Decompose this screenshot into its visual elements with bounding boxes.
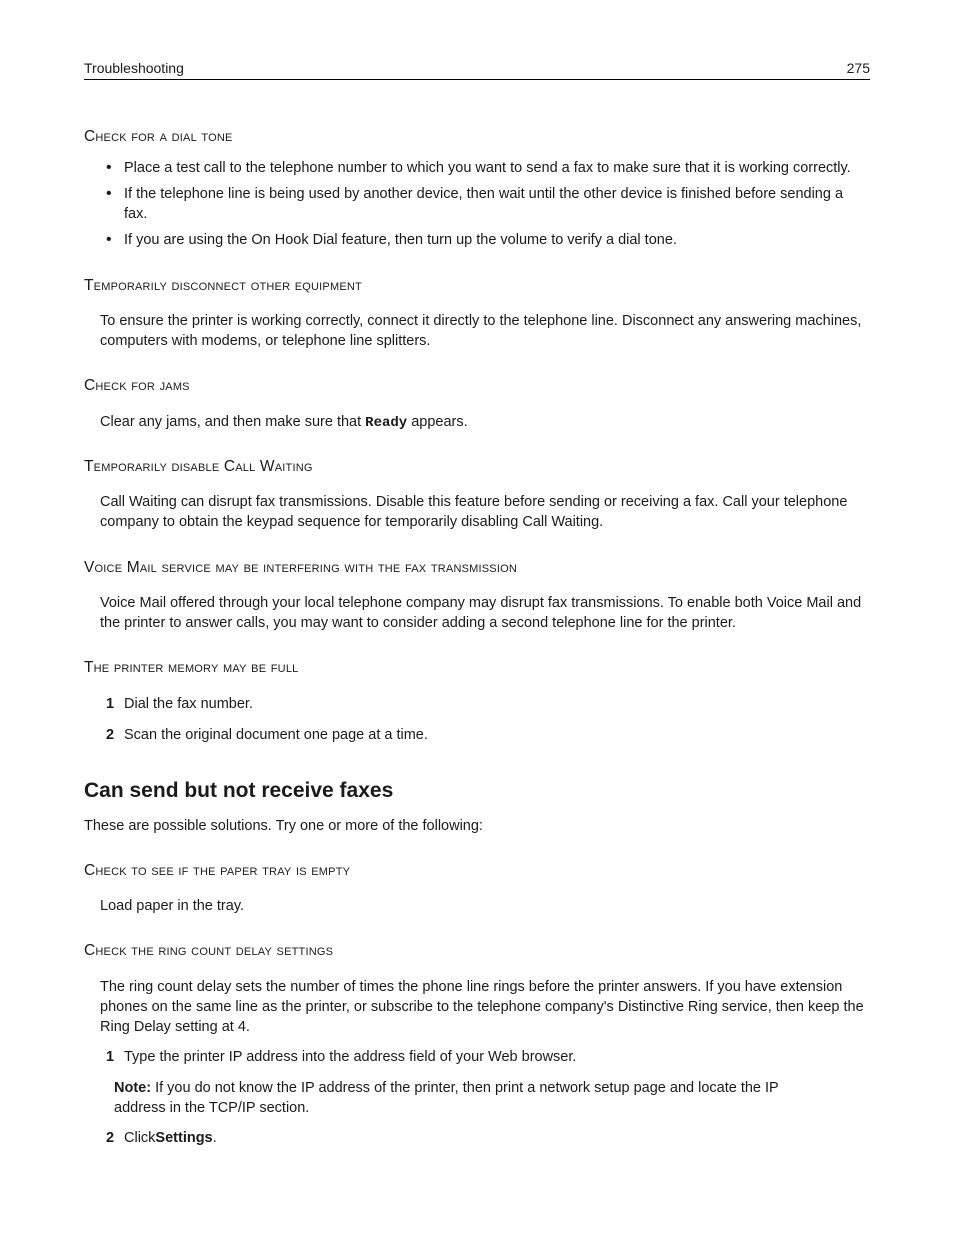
ring-count-body: The ring count delay sets the number of times the phone line rings before the printer answers. If you have extension phones on the same line as the printer, or subscribe to the telephone company's Distinctive Ring service, then keep the Ring Delay setting at 4. — [100, 979, 864, 1035]
heading-paper-tray: Check to see if the paper tray is empty — [84, 862, 351, 879]
jams-body: Clear any jams, and then make sure that Ready appears. — [100, 414, 468, 431]
heading-voice-mail: Voice Mail service may be interfering with the fax transmission — [84, 559, 517, 576]
heading-disconnect-equipment: Temporarily disconnect other equipment — [84, 277, 362, 294]
heading-check-jams: Check for jams — [84, 377, 190, 394]
ring-step-1: 1 Type the printer IP address into the address field of your Web browser. — [106, 1049, 577, 1065]
section-title: Can send but not receive faxes — [84, 779, 394, 802]
list-item: • If the telephone line is being used by another device, then wait until the other device is finished before sending a fax. — [108, 184, 870, 224]
settings-label: Settings — [155, 1130, 213, 1146]
heading-disable-call-waiting: Temporarily disable Call Waiting — [84, 458, 313, 475]
page-header — [84, 60, 870, 80]
voice-mail-body: Voice Mail offered through your local telephone company may disrupt fax transmissions. To enable both Voice Mail and the printer to answer calls, you may want to consider adding a second telephone line for the printer. — [100, 595, 862, 631]
note: Note: If you do not know the IP address of the printer, then print a network setup page and locate the IP address in the TCP/IP section. — [114, 1080, 779, 1116]
list-item: • If you are using the On Hook Dial feature, then turn up the volume to verify a dial tone. — [108, 230, 870, 250]
list-item: • Place a test call to the telephone number to which you want to send a fax to make sure that it is working correctly. — [108, 158, 870, 178]
list-item: 1 Dial the fax number. — [106, 696, 253, 712]
section-intro: These are possible solutions. Try one or more of the following: — [84, 818, 483, 834]
memory-full-steps — [106, 694, 870, 756]
list-item: 2 Scan the original document one page at a time. — [106, 727, 428, 743]
note-label: Note: — [114, 1080, 152, 1096]
call-waiting-body: Call Waiting can disrupt fax transmissions. Disable this feature before sending or receiving a fax. Call your telephone company to obtain the keypad sequence for temporarily disabling Call Waiting. — [100, 494, 848, 530]
heading-check-dial-tone: Check for a dial tone — [84, 128, 233, 145]
paper-tray-body: Load paper in the tray. — [100, 898, 245, 914]
ready-message: Ready — [365, 415, 408, 431]
header-section: Troubleshooting — [84, 60, 184, 76]
page-number: 275 — [846, 60, 870, 76]
heading-ring-count: Check the ring count delay settings — [84, 942, 334, 959]
dial-tone-bullets — [108, 158, 870, 256]
ring-step-2: 2 Click Settings . — [106, 1130, 217, 1146]
disconnect-body: To ensure the printer is working correctly, connect it directly to the telephone line. Disconnect any answering machines, computers with modems, or telephone line splitters. — [100, 313, 862, 349]
heading-memory-full: The printer memory may be full — [84, 659, 299, 676]
